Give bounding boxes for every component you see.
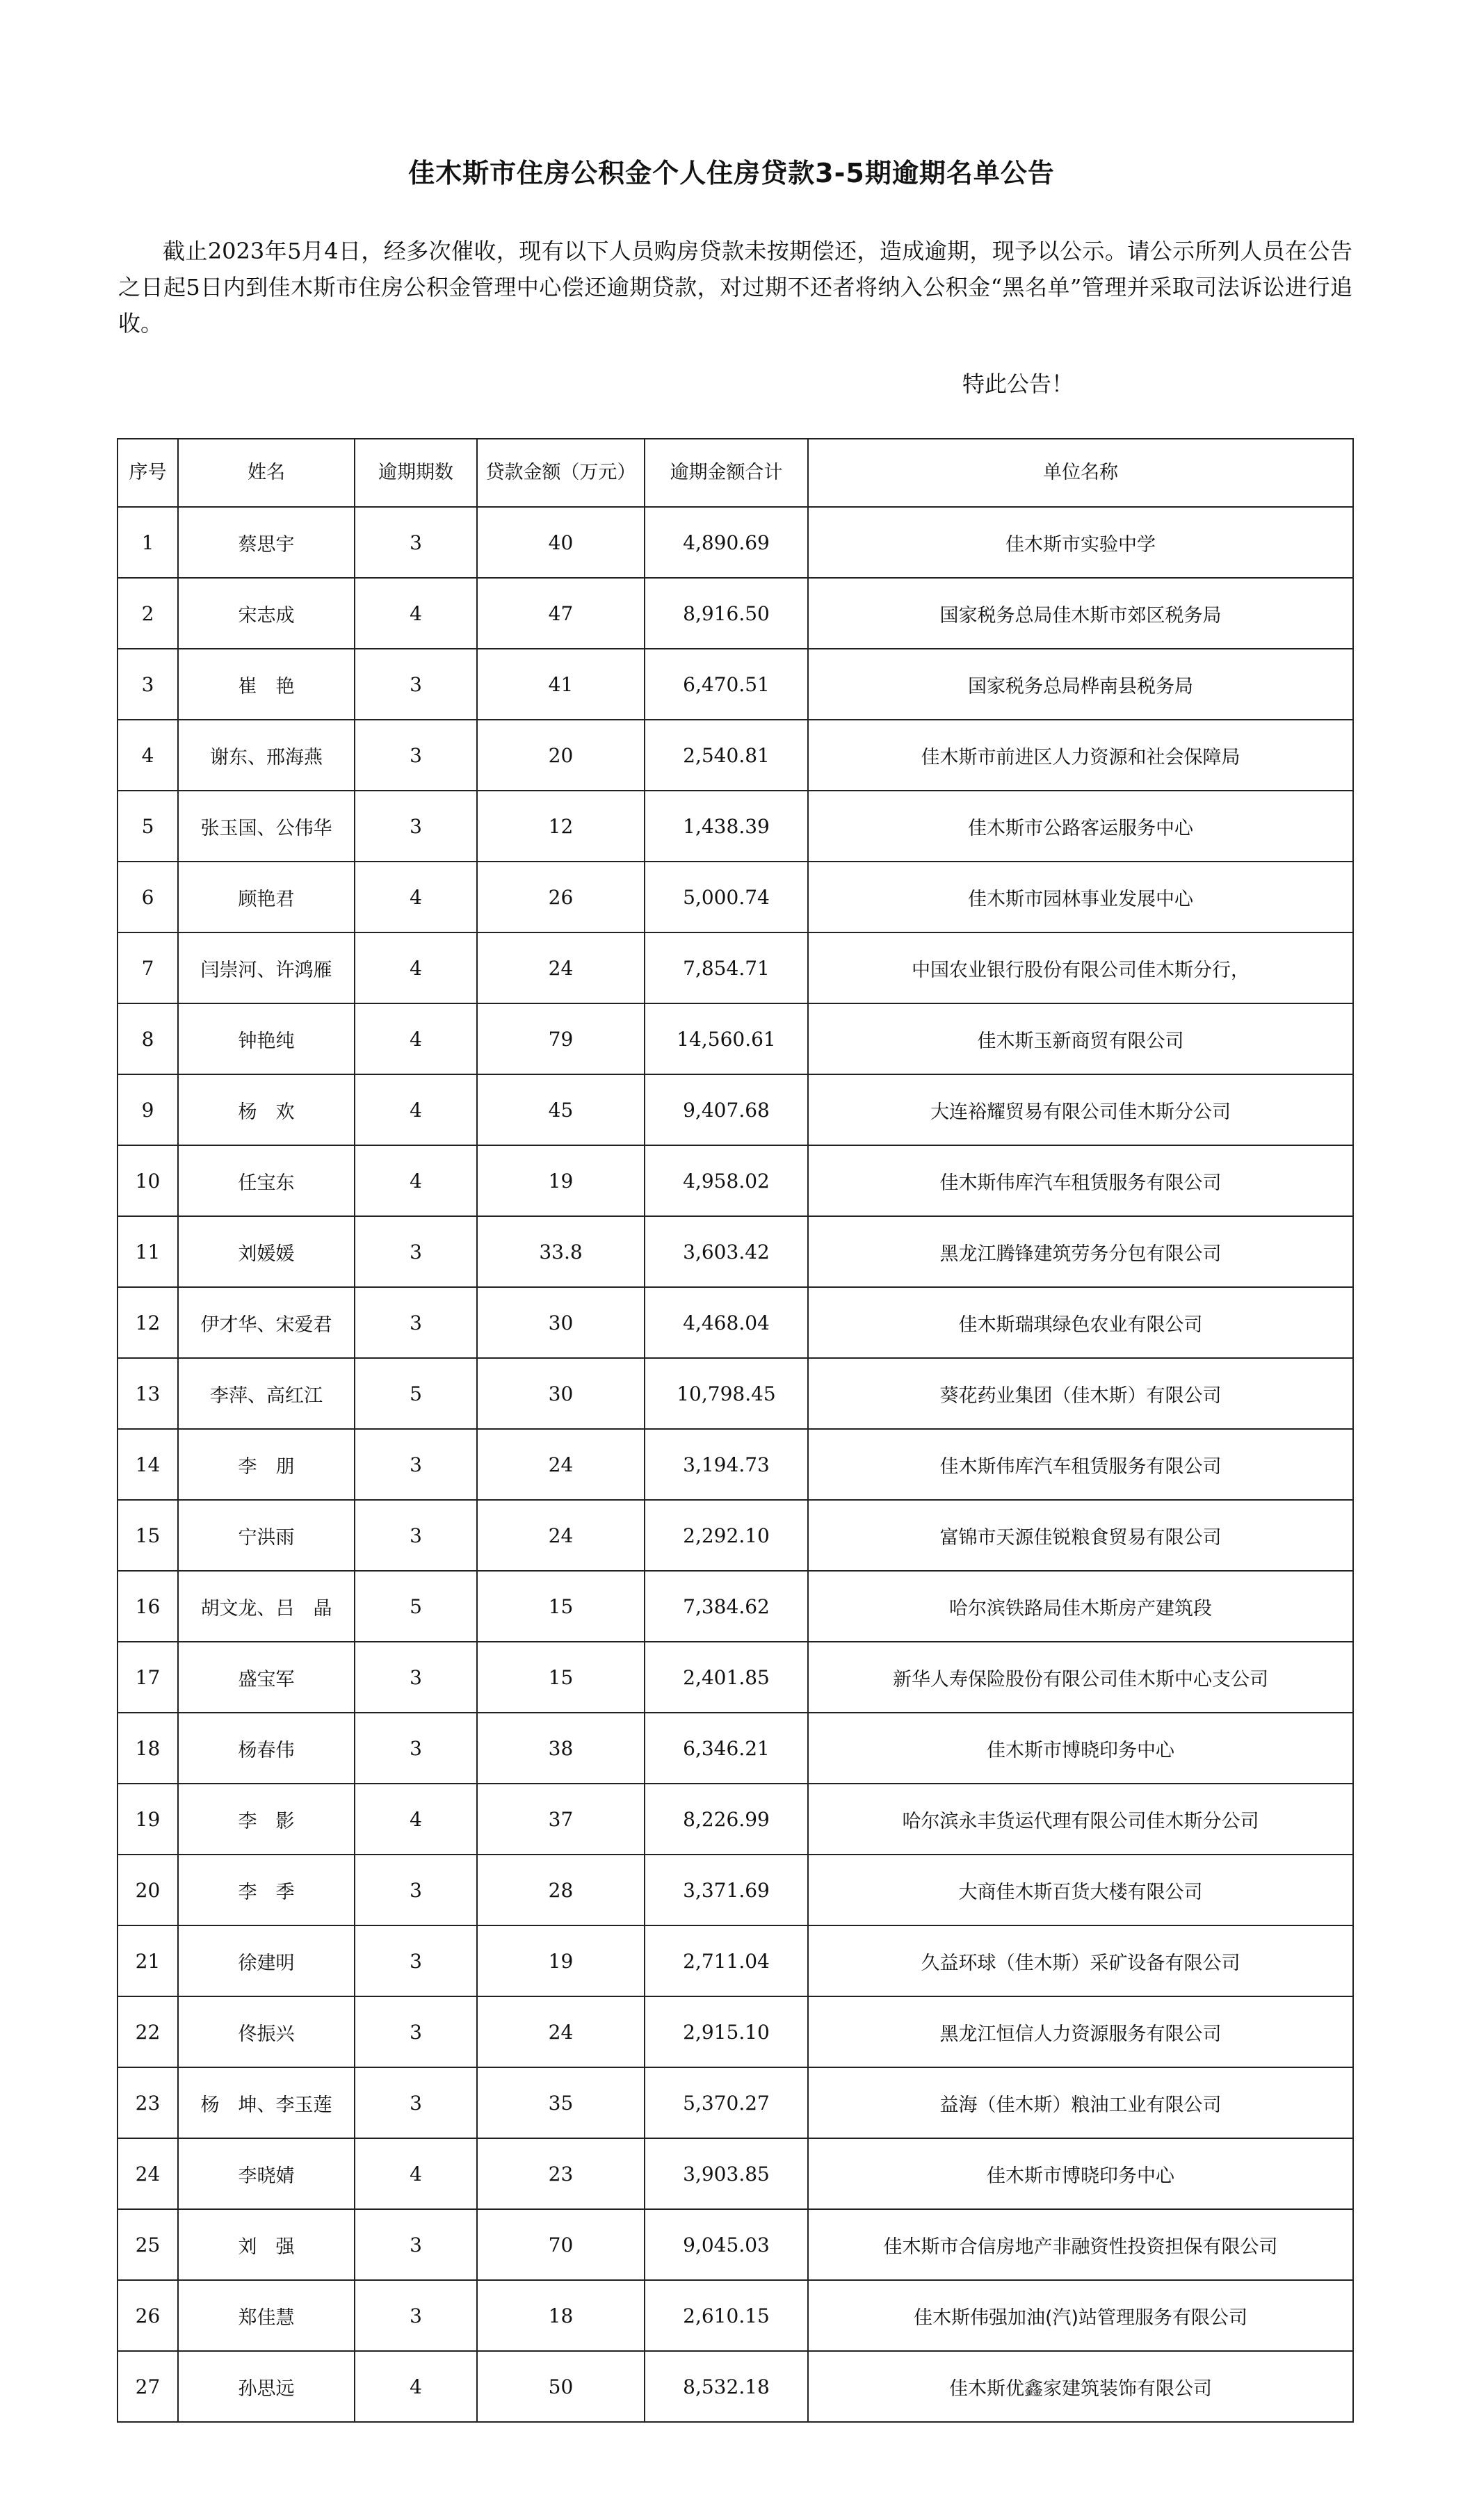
table-row <box>118 1074 1353 1145</box>
table-header-row <box>118 439 1353 507</box>
cell-loan-amount: 24 <box>477 1996 645 2067</box>
cell-index: 2 <box>118 578 178 649</box>
cell-index: 20 <box>118 1855 178 1925</box>
cell-employer: 大连裕耀贸易有限公司佳木斯分公司 <box>808 1074 1353 1145</box>
table-row <box>118 1571 1353 1642</box>
cell-loan-amount: 35 <box>477 2067 645 2138</box>
cell-name: 伊才华、宋爱君 <box>178 1287 355 1358</box>
cell-overdue-periods: 3 <box>355 720 477 791</box>
cell-overdue-total: 8,532.18 <box>645 2351 808 2422</box>
cell-employer: 佳木斯伟强加油(汽)站管理服务有限公司 <box>808 2280 1353 2351</box>
table-row <box>118 578 1353 649</box>
cell-loan-amount: 40 <box>477 507 645 578</box>
cell-overdue-periods: 4 <box>355 1145 477 1216</box>
cell-index: 19 <box>118 1784 178 1855</box>
cell-loan-amount: 19 <box>477 1925 645 1996</box>
cell-index: 23 <box>118 2067 178 2138</box>
cell-name: 刘媛媛 <box>178 1216 355 1287</box>
cell-overdue-total: 6,346.21 <box>645 1713 808 1784</box>
cell-name: 任宝东 <box>178 1145 355 1216</box>
cell-overdue-periods: 3 <box>355 2209 477 2280</box>
cell-loan-amount: 47 <box>477 578 645 649</box>
cell-overdue-periods: 4 <box>355 2351 477 2422</box>
table-body <box>118 507 1353 2422</box>
cell-index: 14 <box>118 1429 178 1500</box>
overdue-list-table <box>117 438 1354 2423</box>
table-row <box>118 1500 1353 1571</box>
cell-employer: 国家税务总局桦南县税务局 <box>808 649 1353 720</box>
cell-index: 1 <box>118 507 178 578</box>
table-row <box>118 1358 1353 1429</box>
cell-overdue-total: 5,000.74 <box>645 862 808 932</box>
cell-employer: 大商佳木斯百货大楼有限公司 <box>808 1855 1353 1925</box>
cell-overdue-total: 3,603.42 <box>645 1216 808 1287</box>
header-index: 序号 <box>118 439 178 507</box>
cell-name: 徐建明 <box>178 1925 355 1996</box>
header-employer: 单位名称 <box>808 439 1353 507</box>
table-row <box>118 862 1353 932</box>
cell-employer: 佳木斯伟库汽车租赁服务有限公司 <box>808 1145 1353 1216</box>
table-row <box>118 1713 1353 1784</box>
cell-overdue-total: 4,958.02 <box>645 1145 808 1216</box>
cell-name: 孙思远 <box>178 2351 355 2422</box>
cell-employer: 哈尔滨永丰货运代理有限公司佳木斯分公司 <box>808 1784 1353 1855</box>
table-row <box>118 2138 1353 2209</box>
cell-overdue-periods: 4 <box>355 1784 477 1855</box>
cell-loan-amount: 24 <box>477 1429 645 1500</box>
cell-overdue-total: 4,890.69 <box>645 507 808 578</box>
cell-name: 李晓婧 <box>178 2138 355 2209</box>
cell-index: 12 <box>118 1287 178 1358</box>
cell-name: 李 季 <box>178 1855 355 1925</box>
cell-name: 闫崇河、许鸿雁 <box>178 932 355 1003</box>
cell-index: 21 <box>118 1925 178 1996</box>
cell-name: 钟艳纯 <box>178 1003 355 1074</box>
cell-index: 6 <box>118 862 178 932</box>
cell-employer: 佳木斯市公路客运服务中心 <box>808 791 1353 862</box>
cell-index: 7 <box>118 932 178 1003</box>
cell-index: 8 <box>118 1003 178 1074</box>
cell-name: 李 朋 <box>178 1429 355 1500</box>
cell-overdue-periods: 3 <box>355 1855 477 1925</box>
cell-loan-amount: 23 <box>477 2138 645 2209</box>
table-row <box>118 2209 1353 2280</box>
cell-loan-amount: 26 <box>477 862 645 932</box>
cell-index: 24 <box>118 2138 178 2209</box>
header-overdue-periods: 逾期期数 <box>355 439 477 507</box>
cell-name: 盛宝军 <box>178 1642 355 1713</box>
cell-name: 蔡思宇 <box>178 507 355 578</box>
cell-name: 宋志成 <box>178 578 355 649</box>
cell-name: 佟振兴 <box>178 1996 355 2067</box>
table-row <box>118 1145 1353 1216</box>
cell-employer: 佳木斯市实验中学 <box>808 507 1353 578</box>
table-row <box>118 720 1353 791</box>
cell-overdue-periods: 3 <box>355 1713 477 1784</box>
cell-employer: 佳木斯市前进区人力资源和社会保障局 <box>808 720 1353 791</box>
table-row <box>118 1925 1353 1996</box>
page-title: 佳木斯市住房公积金个人住房贷款3-5期逾期名单公告 <box>408 158 1055 188</box>
cell-employer: 佳木斯市合信房地产非融资性投资担保有限公司 <box>808 2209 1353 2280</box>
cell-name: 杨 欢 <box>178 1074 355 1145</box>
cell-loan-amount: 20 <box>477 720 645 791</box>
cell-overdue-periods: 3 <box>355 1429 477 1500</box>
cell-employer: 中国农业银行股份有限公司佳木斯分行， <box>808 932 1353 1003</box>
table-row <box>118 1996 1353 2067</box>
header-name: 姓名 <box>178 439 355 507</box>
cell-index: 18 <box>118 1713 178 1784</box>
cell-loan-amount: 12 <box>477 791 645 862</box>
cell-employer: 佳木斯优鑫家建筑装饰有限公司 <box>808 2351 1353 2422</box>
cell-overdue-periods: 3 <box>355 2280 477 2351</box>
cell-employer: 佳木斯市博晓印务中心 <box>808 1713 1353 1784</box>
cell-loan-amount: 37 <box>477 1784 645 1855</box>
cell-loan-amount: 28 <box>477 1855 645 1925</box>
cell-loan-amount: 30 <box>477 1358 645 1429</box>
table-row <box>118 1642 1353 1713</box>
cell-loan-amount: 24 <box>477 1500 645 1571</box>
cell-loan-amount: 41 <box>477 649 645 720</box>
cell-name: 宁洪雨 <box>178 1500 355 1571</box>
table-row <box>118 649 1353 720</box>
cell-name: 李萍、高红江 <box>178 1358 355 1429</box>
cell-employer: 佳木斯瑞琪绿色农业有限公司 <box>808 1287 1353 1358</box>
cell-employer: 黑龙江恒信人力资源服务有限公司 <box>808 1996 1353 2067</box>
cell-employer: 新华人寿保险股份有限公司佳木斯中心支公司 <box>808 1642 1353 1713</box>
cell-overdue-periods: 4 <box>355 932 477 1003</box>
header-loan-amount: 贷款金额（万元） <box>477 439 645 507</box>
cell-overdue-periods: 3 <box>355 649 477 720</box>
cell-index: 26 <box>118 2280 178 2351</box>
cell-name: 顾艳君 <box>178 862 355 932</box>
cell-employer: 佳木斯伟库汽车租赁服务有限公司 <box>808 1429 1353 1500</box>
cell-name: 李 影 <box>178 1784 355 1855</box>
cell-employer: 富锦市天源佳锐粮食贸易有限公司 <box>808 1500 1353 1571</box>
cell-employer: 久益环球（佳木斯）采矿设备有限公司 <box>808 1925 1353 1996</box>
cell-overdue-total: 3,194.73 <box>645 1429 808 1500</box>
cell-employer: 佳木斯市博晓印务中心 <box>808 2138 1353 2209</box>
table-row <box>118 1287 1353 1358</box>
cell-overdue-total: 2,711.04 <box>645 1925 808 1996</box>
cell-overdue-periods: 4 <box>355 1074 477 1145</box>
cell-overdue-total: 7,854.71 <box>645 932 808 1003</box>
cell-loan-amount: 15 <box>477 1642 645 1713</box>
cell-loan-amount: 30 <box>477 1287 645 1358</box>
cell-name: 崔 艳 <box>178 649 355 720</box>
table-row <box>118 932 1353 1003</box>
cell-index: 3 <box>118 649 178 720</box>
table-row <box>118 2351 1353 2422</box>
cell-name: 胡文龙、吕 晶 <box>178 1571 355 1642</box>
cell-overdue-total: 3,371.69 <box>645 1855 808 1925</box>
cell-overdue-periods: 3 <box>355 1996 477 2067</box>
cell-name: 杨春伟 <box>178 1713 355 1784</box>
cell-overdue-periods: 4 <box>355 862 477 932</box>
cell-loan-amount: 38 <box>477 1713 645 1784</box>
closing-notice: 特此公告！ <box>962 371 1074 397</box>
cell-overdue-periods: 3 <box>355 791 477 862</box>
cell-name: 刘 强 <box>178 2209 355 2280</box>
cell-loan-amount: 18 <box>477 2280 645 2351</box>
cell-overdue-total: 3,903.85 <box>645 2138 808 2209</box>
cell-name: 郑佳慧 <box>178 2280 355 2351</box>
cell-overdue-total: 14,560.61 <box>645 1003 808 1074</box>
cell-overdue-total: 8,226.99 <box>645 1784 808 1855</box>
intro-paragraph: 截止2023年5月4日，经多次催收，现有以下人员购房贷款未按期偿还，造成逾期，现予以公示。请公示所列人员在公告之日起5日内到佳木斯市住房公积金管理中心偿还逾期贷款，对过期不还者将纳入公积金“黑名单”管理并采取司法诉讼进行追收。 <box>118 238 1352 337</box>
cell-index: 10 <box>118 1145 178 1216</box>
cell-overdue-total: 7,384.62 <box>645 1571 808 1642</box>
cell-overdue-total: 2,401.85 <box>645 1642 808 1713</box>
cell-employer: 黑龙江腾锋建筑劳务分包有限公司 <box>808 1216 1353 1287</box>
cell-overdue-periods: 3 <box>355 1925 477 1996</box>
cell-index: 5 <box>118 791 178 862</box>
table-row <box>118 1216 1353 1287</box>
cell-index: 15 <box>118 1500 178 1571</box>
cell-index: 17 <box>118 1642 178 1713</box>
cell-name: 杨 坤、李玉莲 <box>178 2067 355 2138</box>
table-row <box>118 2067 1353 2138</box>
cell-index: 11 <box>118 1216 178 1287</box>
cell-loan-amount: 24 <box>477 932 645 1003</box>
table-row <box>118 507 1353 578</box>
cell-overdue-periods: 3 <box>355 1216 477 1287</box>
cell-overdue-periods: 3 <box>355 1500 477 1571</box>
cell-overdue-total: 2,610.15 <box>645 2280 808 2351</box>
cell-overdue-periods: 3 <box>355 1287 477 1358</box>
cell-overdue-total: 2,540.81 <box>645 720 808 791</box>
cell-overdue-periods: 3 <box>355 2067 477 2138</box>
cell-employer: 佳木斯市园林事业发展中心 <box>808 862 1353 932</box>
cell-index: 4 <box>118 720 178 791</box>
cell-overdue-periods: 3 <box>355 507 477 578</box>
table-row <box>118 791 1353 862</box>
cell-overdue-total: 6,470.51 <box>645 649 808 720</box>
cell-employer: 葵花药业集团（佳木斯）有限公司 <box>808 1358 1353 1429</box>
cell-overdue-periods: 3 <box>355 1642 477 1713</box>
cell-overdue-total: 4,468.04 <box>645 1287 808 1358</box>
table-row <box>118 1003 1353 1074</box>
cell-overdue-total: 2,915.10 <box>645 1996 808 2067</box>
cell-index: 27 <box>118 2351 178 2422</box>
cell-overdue-total: 1,438.39 <box>645 791 808 862</box>
cell-employer: 佳木斯玉新商贸有限公司 <box>808 1003 1353 1074</box>
cell-index: 16 <box>118 1571 178 1642</box>
cell-loan-amount: 50 <box>477 2351 645 2422</box>
cell-loan-amount: 45 <box>477 1074 645 1145</box>
cell-overdue-total: 10,798.45 <box>645 1358 808 1429</box>
table-row <box>118 1855 1353 1925</box>
cell-overdue-total: 2,292.10 <box>645 1500 808 1571</box>
cell-employer: 国家税务总局佳木斯市郊区税务局 <box>808 578 1353 649</box>
cell-index: 22 <box>118 1996 178 2067</box>
cell-overdue-periods: 5 <box>355 1358 477 1429</box>
cell-loan-amount: 19 <box>477 1145 645 1216</box>
cell-index: 13 <box>118 1358 178 1429</box>
cell-index: 9 <box>118 1074 178 1145</box>
cell-overdue-total: 9,045.03 <box>645 2209 808 2280</box>
cell-name: 谢东、邢海燕 <box>178 720 355 791</box>
cell-index: 25 <box>118 2209 178 2280</box>
cell-overdue-periods: 4 <box>355 578 477 649</box>
table-row <box>118 1429 1353 1500</box>
cell-employer: 哈尔滨铁路局佳木斯房产建筑段 <box>808 1571 1353 1642</box>
cell-overdue-total: 9,407.68 <box>645 1074 808 1145</box>
cell-employer: 益海（佳木斯）粮油工业有限公司 <box>808 2067 1353 2138</box>
cell-overdue-periods: 5 <box>355 1571 477 1642</box>
header-overdue-total: 逾期金额合计 <box>645 439 808 507</box>
cell-overdue-periods: 4 <box>355 1003 477 1074</box>
cell-overdue-total: 5,370.27 <box>645 2067 808 2138</box>
table-row <box>118 1784 1353 1855</box>
cell-loan-amount: 33.8 <box>477 1216 645 1287</box>
cell-overdue-total: 8,916.50 <box>645 578 808 649</box>
cell-name: 张玉国、公伟华 <box>178 791 355 862</box>
cell-overdue-periods: 4 <box>355 2138 477 2209</box>
cell-loan-amount: 70 <box>477 2209 645 2280</box>
cell-loan-amount: 15 <box>477 1571 645 1642</box>
table-row <box>118 2280 1353 2351</box>
cell-loan-amount: 79 <box>477 1003 645 1074</box>
